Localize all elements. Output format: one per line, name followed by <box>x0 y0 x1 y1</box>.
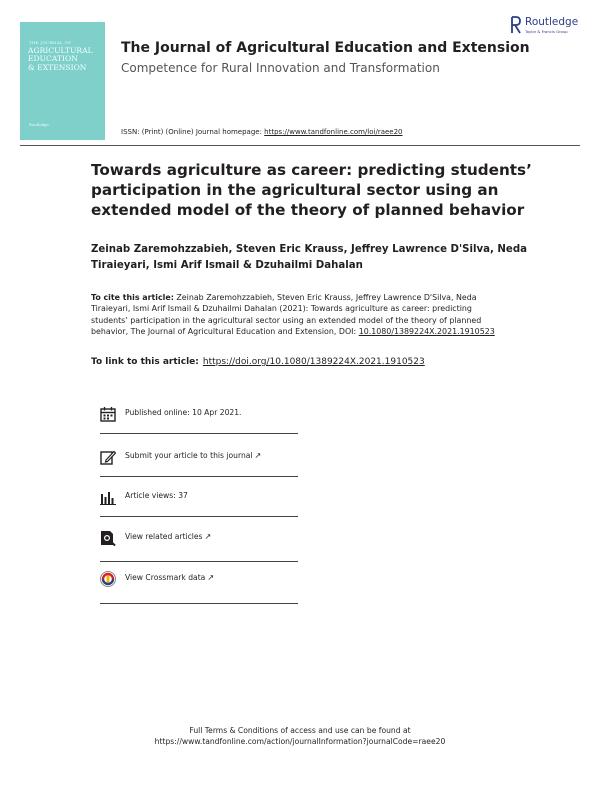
article-views-row <box>100 480 298 516</box>
info-divider <box>100 476 298 477</box>
published-row <box>100 397 298 433</box>
publisher-tagline: Taylor & Francis Group <box>525 29 568 34</box>
related-articles-text: View related articles <box>125 532 203 541</box>
edit-pencil-icon <box>100 449 116 465</box>
citation-block <box>91 292 511 338</box>
journal-title: The Journal of Agricultural Education and Extension <box>121 40 530 56</box>
cover-publisher: Routledge <box>29 122 49 127</box>
publisher-logo[interactable] <box>511 16 593 38</box>
citation-doi-link[interactable]: 10.1080/1389224X.2021.1910523 <box>358 327 495 337</box>
submit-article-link[interactable] <box>125 451 261 460</box>
submit-article-text: Submit your article to this journal <box>125 451 253 460</box>
info-divider <box>100 433 298 434</box>
calendar-icon <box>100 406 116 422</box>
citation-label: To cite this article: <box>91 293 174 302</box>
submit-article-row[interactable] <box>100 440 298 476</box>
published-date: Published online: 10 Apr 2021. <box>125 408 242 417</box>
crossmark-link[interactable] <box>125 573 214 582</box>
related-articles-link[interactable] <box>125 532 211 541</box>
footer <box>0 725 600 747</box>
cover-title-line: & EXTENSION <box>28 62 87 72</box>
issn-text: ISSN: (Print) (Online) Journal homepage: <box>121 128 265 136</box>
routledge-r-icon <box>511 16 521 34</box>
header-divider <box>20 145 580 146</box>
article-doi-link[interactable]: https://doi.org/10.1080/1389224X.2021.1910523 <box>202 357 425 367</box>
info-divider <box>100 516 298 517</box>
related-articles-row[interactable] <box>100 521 298 557</box>
article-title: Towards agriculture as career: predicting students’ participation in the agricultural sector using an extended model of the theory of planned behavior <box>91 161 532 219</box>
external-link-icon: ↗ <box>207 573 215 582</box>
link-label: To link to this article: <box>91 357 199 367</box>
crossmark-icon <box>100 571 116 587</box>
crossmark-row[interactable] <box>100 562 298 598</box>
document-search-icon <box>100 530 116 546</box>
external-link-icon: ↗ <box>204 532 212 541</box>
footer-terms-text: Full Terms & Conditions of access and use can be found at <box>189 726 411 735</box>
footer-terms-link[interactable]: https://www.tandfonline.com/action/journalInformation?journalCode=raee20 <box>154 737 446 746</box>
journal-cover <box>20 22 105 140</box>
publisher-name: Routledge <box>525 16 579 28</box>
info-divider <box>100 603 298 604</box>
citation-text: Zeinab Zaremohzzabieh, Steven Eric Krauss, Jeffrey Lawrence D'Silva, Neda Tiraieyari, Ismi Arif Ismail & Dzuhailmi Dahalan (2021): Towards agriculture as career: predicting students’ participation in the agricultural sector using an extended model of the theory of planned behavior, The Journal of Agricultural Education and Extension, DOI: <box>91 293 482 337</box>
cover-title <box>28 47 102 72</box>
cover-title-line: EDUCATION <box>28 54 78 64</box>
cover-small-text: THE JOURNAL OF <box>29 40 72 45</box>
external-link-icon: ↗ <box>254 451 262 460</box>
bar-chart-icon <box>100 489 116 505</box>
article-link-line <box>91 357 425 367</box>
cover-title-line: AGRICULTURAL <box>28 46 93 55</box>
crossmark-text: View Crossmark data <box>125 573 206 582</box>
journal-homepage-link[interactable]: https://www.tandfonline.com/loi/raee20 <box>264 128 403 136</box>
article-authors: Zeinab Zaremohzzabieh, Steven Eric Krauss, Jeffrey Lawrence D'Silva, Neda Tiraieyari, Ismi Arif Ismail & Dzuhailmi Dahalan <box>91 244 527 271</box>
journal-subtitle: Competence for Rural Innovation and Transformation <box>121 61 440 75</box>
article-views-count: Article views: 37 <box>125 491 188 500</box>
issn-line <box>121 128 403 136</box>
